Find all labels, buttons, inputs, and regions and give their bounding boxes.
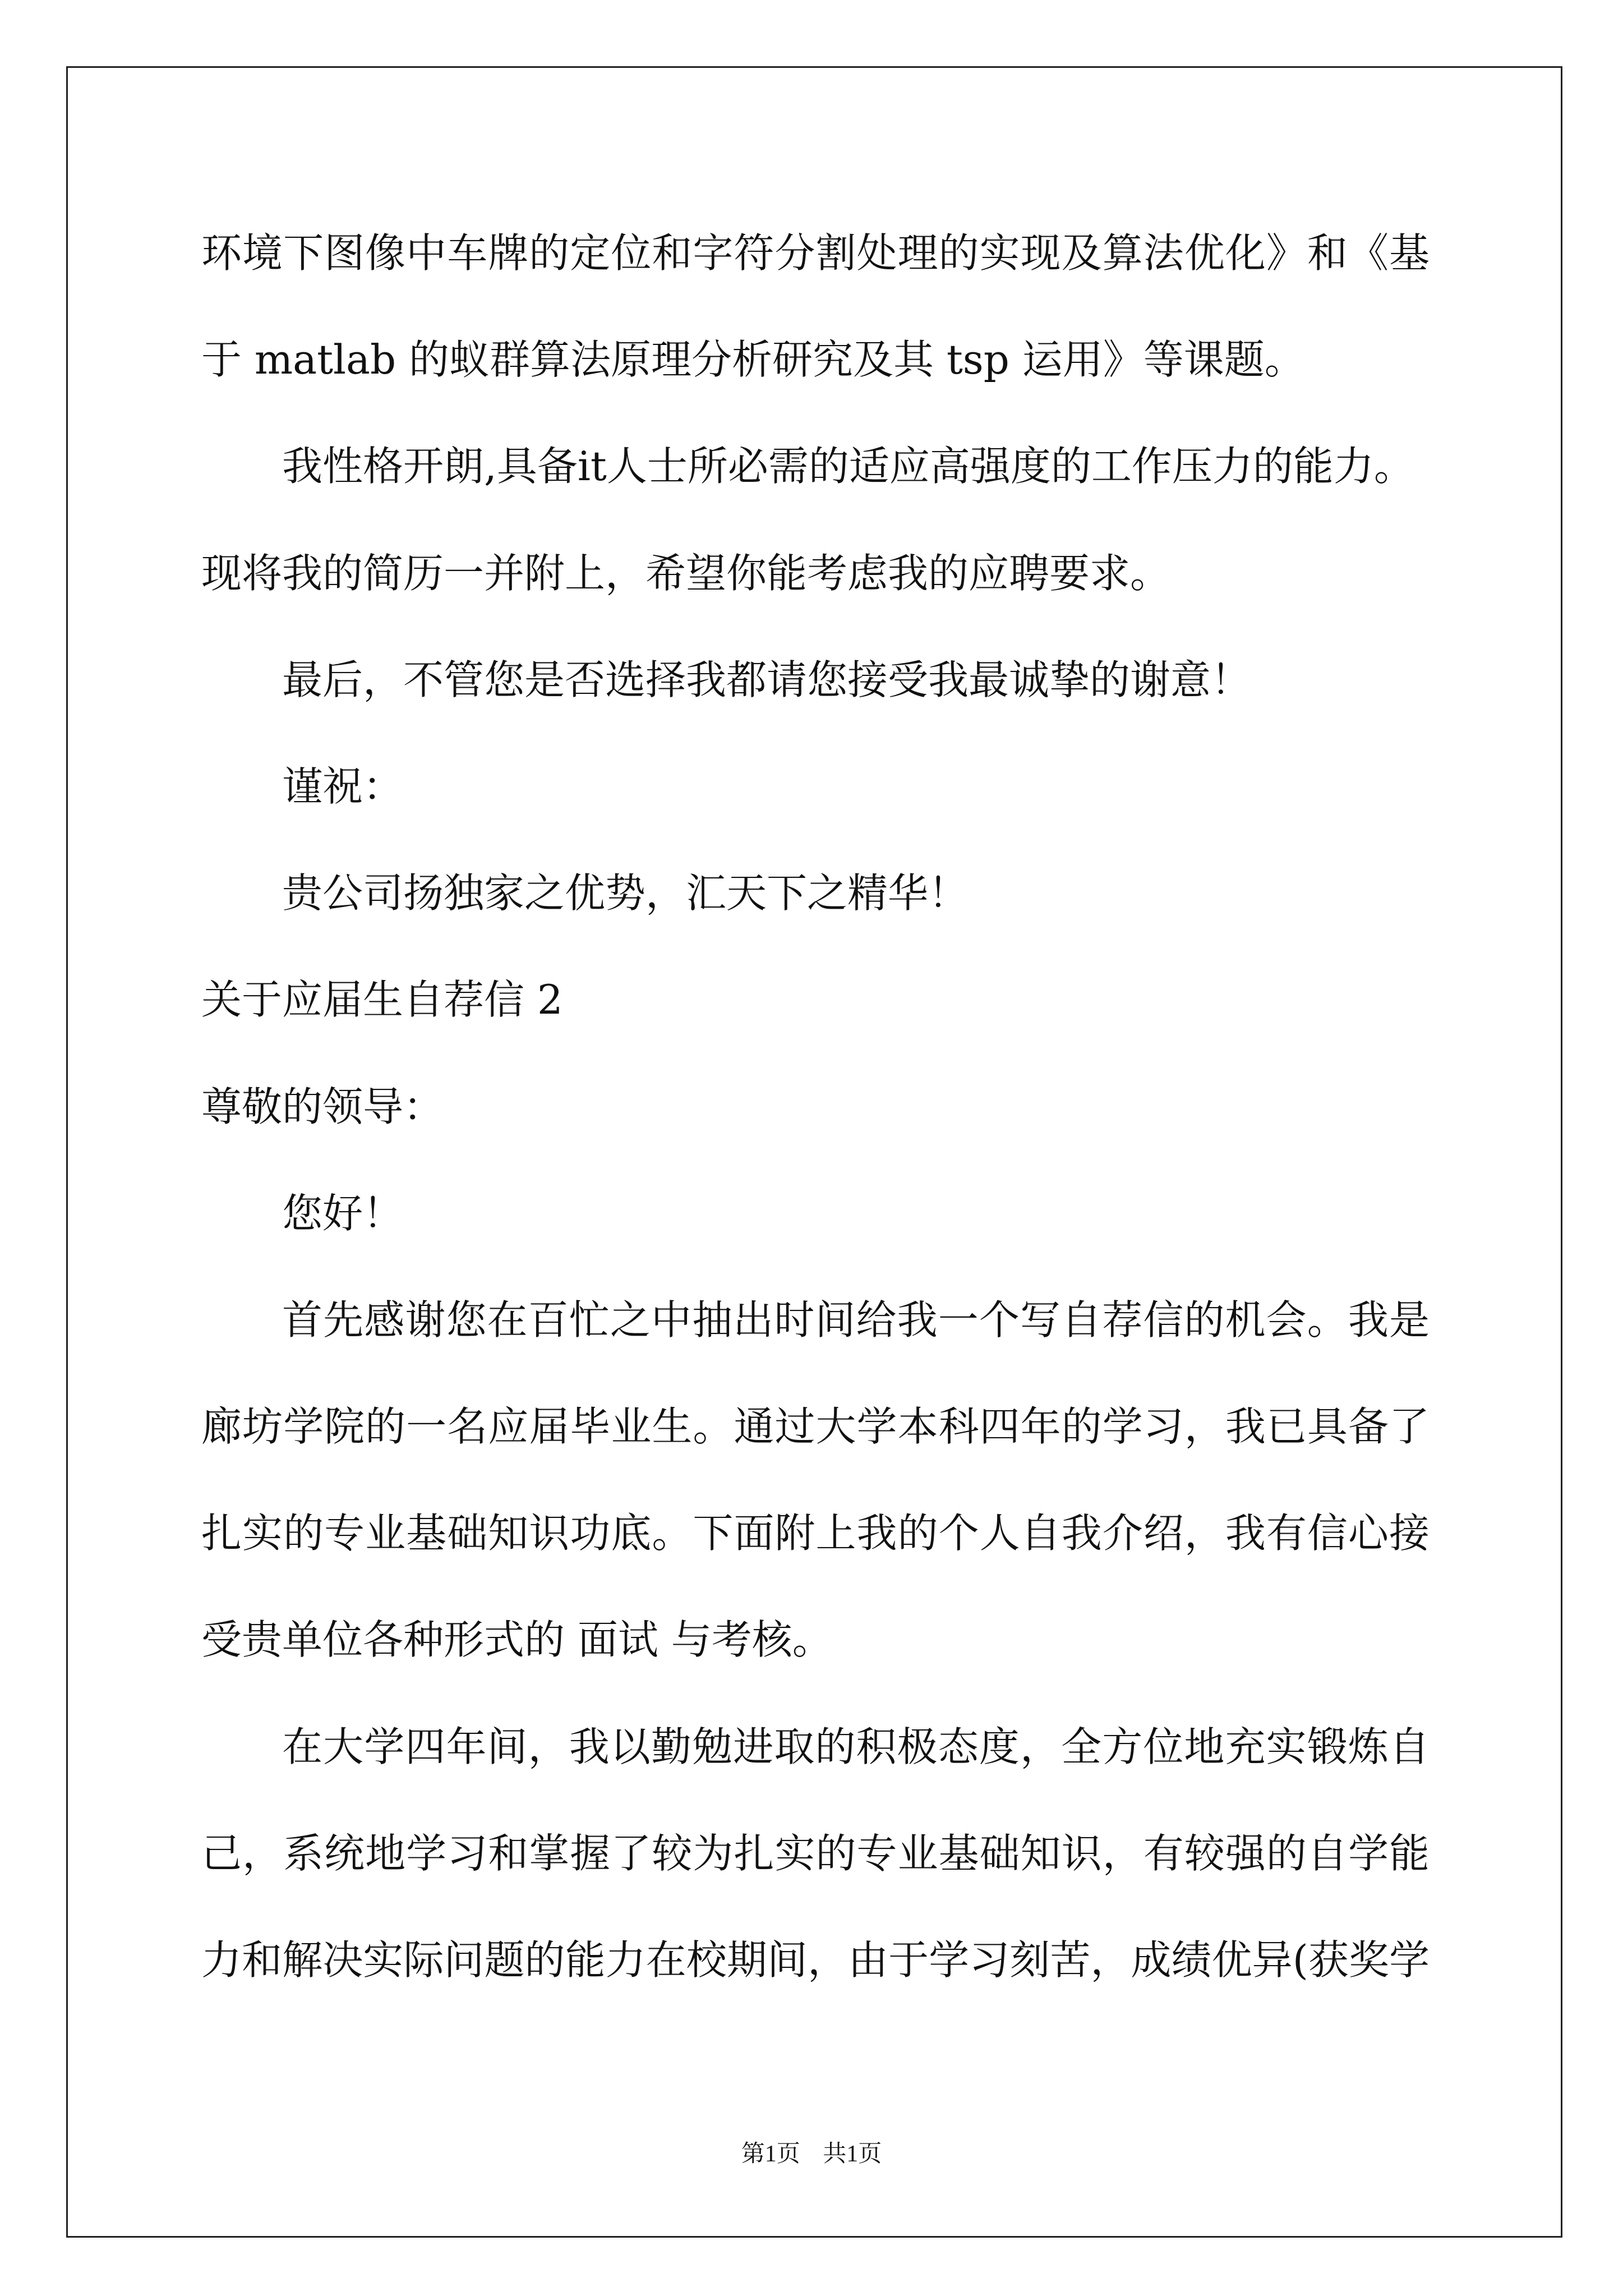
- text-line: 最后，不管您是否选择我都请您接受我最诚挚的谢意！: [282, 656, 1252, 703]
- section-heading: 关于应届生自荐信 2: [201, 976, 563, 1024]
- salutation: 尊敬的领导：: [201, 1083, 444, 1130]
- text-line: 扎实的专业基础知识功底。下面附上我的个人自我介绍，我有信心接: [201, 1510, 1430, 1557]
- text-line: 在大学四年间，我以勤勉进取的积极态度，全方位地充实锻炼自: [282, 1723, 1430, 1770]
- text-line: 己，系统地学习和掌握了较为扎实的专业基础知识，有较强的自学能: [201, 1829, 1430, 1877]
- page-footer: 第1页 共1页: [741, 2141, 882, 2167]
- text-line: 首先感谢您在百忙之中抽出时间给我一个写自荐信的机会。我是: [282, 1296, 1430, 1343]
- text-line: 我性格开朗,具备it人士所必需的适应高强度的工作压力的能力。: [282, 443, 1414, 490]
- text-line: 廊坊学院的一名应届毕业生。通过大学本科四年的学习，我已具备了: [201, 1403, 1430, 1451]
- text-line: 受贵单位各种形式的 面试 与考核。: [201, 1616, 833, 1664]
- greeting: 您好！: [282, 1189, 404, 1237]
- text-line: 于 matlab 的蚁群算法原理分析研究及其 tsp 运用》等课题。: [201, 336, 1305, 384]
- text-line: 谨祝：: [282, 762, 404, 810]
- text-line: 贵公司扬独家之优势，汇天下之精华！: [282, 869, 969, 917]
- text-line: 力和解决实际问题的能力在校期间，由于学习刻苦，成绩优异(获奖学: [201, 1936, 1430, 1984]
- text-line: 环境下图像中车牌的定位和字符分割处理的实现及算法优化》和《基: [201, 229, 1430, 277]
- document-body: [201, 200, 1491, 2013]
- text-line: 现将我的简历一并附上，希望你能考虑我的应聘要求。: [201, 549, 1171, 597]
